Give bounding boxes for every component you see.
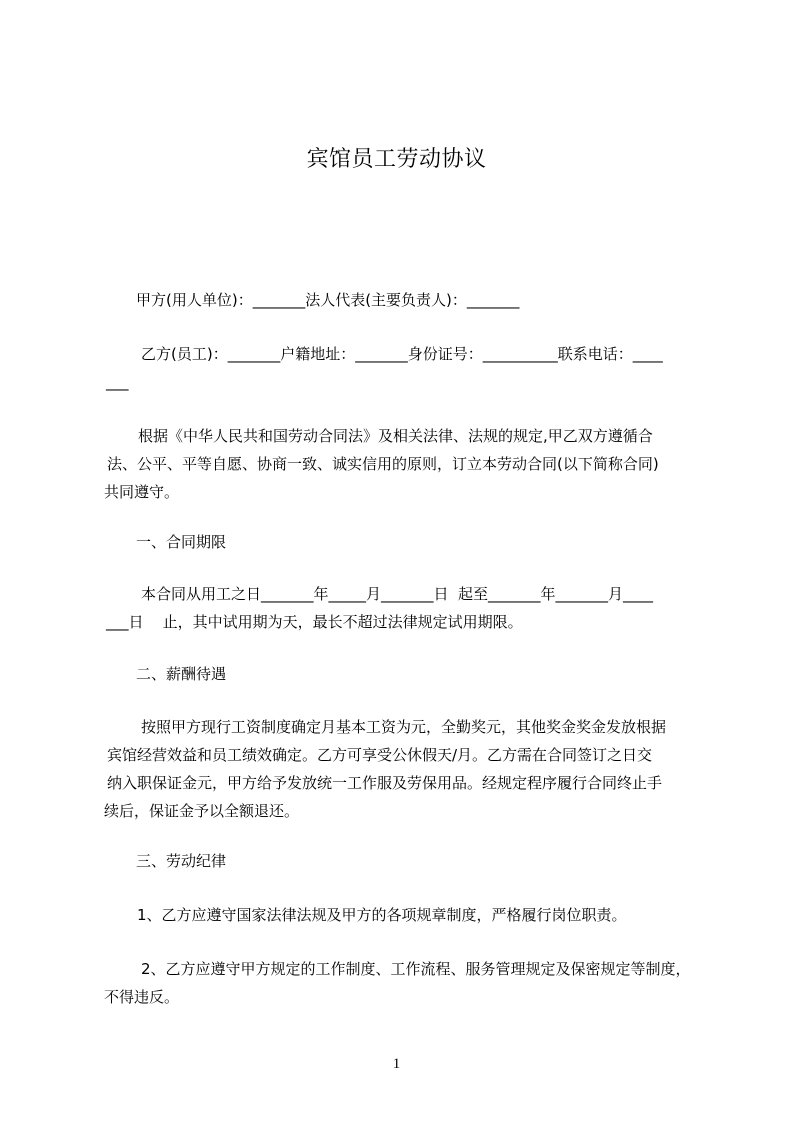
party-b-line: 乙方(员工)：_______户籍地址：_______身份证号：__________联系电话：____ <box>141 345 663 363</box>
intro-paragraph-line-1: 根据《中华人民共和国劳动合同法》及相关法律、法规的规定,甲乙双方遵循合 <box>138 427 653 445</box>
document-title: 宾馆员工劳动协议 <box>306 147 487 172</box>
party-a-line: 甲方(用人单位)：_______法人代表(主要负责人)：_______ <box>136 291 520 309</box>
section-3-item-2-line-2: 不得违反。 <box>104 988 180 1006</box>
section-1-line-1: 本合同从用工之日_______年_____月_______日 起至_______年_______月____ <box>141 585 654 603</box>
section-3-item-1: 1、乙方应遵守国家法律法规及甲方的各项规章制度，严格履行岗位职责。 <box>137 906 627 924</box>
party-b-line-continued: ___ <box>106 373 129 391</box>
intro-paragraph-line-2: 法、公平、平等自愿、协商一致、诚实信用的原则，订立本劳动合同(以下简称合同) <box>107 455 659 473</box>
section-2-line-3: 纳入职保证金元，甲方给予发放统一工作服及劳保用品。经规定程序履行合同终止手 <box>107 774 663 792</box>
section-2-line-4: 续后，保证金予以全额退还。 <box>104 802 300 820</box>
section-1-line-2: ___日 止，其中试用期为天，最长不超过法律规定试用期限。 <box>106 613 523 631</box>
section-2-heading: 二、薪酬待遇 <box>136 665 227 683</box>
section-3-item-2-line-1: 2、乙方应遵守甲方规定的工作制度、工作流程、服务管理规定及保密规定等制度， <box>141 960 691 978</box>
section-2-line-2: 宾馆经营效益和员工绩效确定。乙方可享受公休假天/月。乙方需在合同签订之日交 <box>107 746 653 764</box>
intro-paragraph-line-3: 共同遵守。 <box>104 483 180 501</box>
section-3-heading: 三、劳动纪律 <box>136 852 227 870</box>
section-1-heading: 一、合同期限 <box>136 533 227 551</box>
section-2-line-1: 按照甲方现行工资制度确定月基本工资为元，全勤奖元，其他奖金奖金发放根据 <box>141 718 667 736</box>
page-number: 1 <box>392 1056 401 1072</box>
